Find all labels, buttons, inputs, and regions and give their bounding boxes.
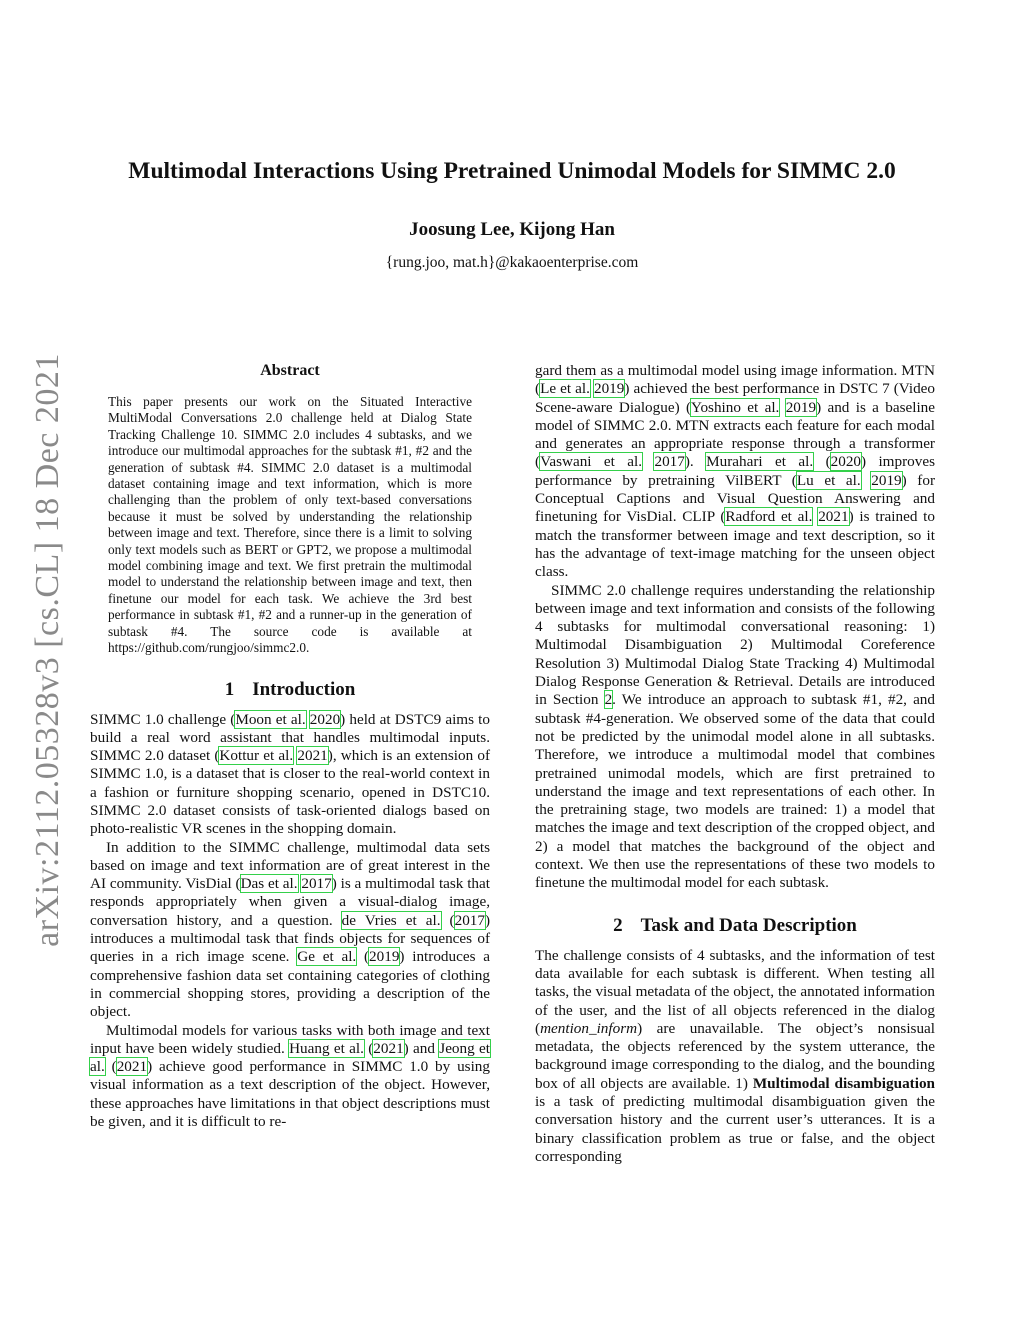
citation-link[interactable]: Vaswani et al. [540, 453, 643, 471]
citation-link[interactable]: 2021 [373, 1039, 404, 1057]
citation-link[interactable]: 2019 [785, 398, 817, 416]
section-reference-link[interactable]: 2 [604, 691, 613, 709]
mention-inform-term: mention_inform [540, 1019, 638, 1037]
section-title: Introduction [252, 678, 356, 700]
section-number: 1 [224, 678, 235, 700]
citation-link[interactable]: 2020 [830, 453, 861, 471]
citation-link[interactable]: Jeong et al. [90, 1039, 490, 1076]
paper-authors: Joosung Lee, Kijong Han [409, 219, 615, 240]
citation-link[interactable]: 2020 [309, 710, 341, 728]
citation-link[interactable]: 2017 [301, 875, 332, 893]
citation-link[interactable]: Lu et al. [796, 471, 861, 489]
bold-term: Multimodal disambiguation [752, 1074, 935, 1092]
right-paragraph-2: SIMMC 2.0 challenge requires understanding the relationship between image and text information and consists of the following 4 subtasks for multimodal conversational reasoning: 1) Multimodal Disambiguation 2) Multimodal Coreference Resolution 3) Multimodal Dialog State Tracking 4) Multimodal Dialog Response Generation & Retrieval. Details are introduced in Section 2. We introduce an approach to subtask #1, #2, and subtask #4-generation. We observed some of the data that could not be predicted by the unimodal model alone in all subtasks. Therefore, we introduce a multimodal model that combines pretrained unimodal models, which are first pretrained to understand the image and text representations of each other. In the pretraining stage, two models are trained: 1) a model that matches the image and text description of the cropped object, and 2) a model that matches the background of the object and context. We then use the representations of these two models to finetune the multimodal model for each subtask. [535, 581, 935, 892]
section-title: Task and Data Description [640, 914, 857, 936]
intro-paragraph-2: In addition to the SIMMC challenge, multimodal data sets based on image and text information are of great interest in the AI community. VisDial (Das et al. 2017) is a multimodal task that responds appropriately when given a visual-dialog image, conversation history, and a question. de Vries et al. (2017) introduces a multimodal task that finds objects for sequences of queries in a rich image scene. Ge et al. (2019) introduces a comprehensive fashion data set containing categories of clothing in commercial shopping stores, providing a description of the object. [90, 838, 491, 1021]
citation-link[interactable]: Moon et al. [235, 710, 306, 728]
section-number: 2 [613, 914, 623, 936]
citation-link[interactable]: Das et al. [240, 875, 298, 893]
citation-link[interactable]: 2021 [818, 508, 849, 526]
right-column [535, 362, 935, 1166]
section-heading-task-description [535, 915, 935, 937]
citation-link[interactable]: Kottur et al. [219, 747, 294, 765]
citation-link[interactable]: Ge et al. [297, 948, 357, 966]
abstract-text: This paper presents our work on the Situated Interactive MultiModal Conversations 2.0 challenge held at Dialog State Tracking Challenge 10. SIMMC 2.0 includes 4 subtasks, and we introduce our multimodal approaches for the subtask #1, #2 and the generation of subtask #4. SIMMC 2.0 dataset is a multimodal dataset containing image and text information, which is more challenging than the problem of only text-based conversations because it must be solved by understanding the relationship between image and text. Therefore, since there is a limit to solving only text models such as BERT or GPT2, we propose a multimodal model combining image and text. We first pretrain the multimodal model to understand the relationship between image and text, then finetune our model for each task. We achieve the 3rd best performance in subtask #1, #2 and a runner-up in the generation of subtask #4. The source code is available at https://github.com/rungjoo/simmc2.0. [108, 394, 472, 656]
citation-link[interactable]: 2017 [654, 453, 685, 471]
citation-link[interactable]: Murahari et al. [706, 453, 814, 471]
citation-link[interactable]: 2019 [593, 380, 625, 398]
intro-paragraph-3: Multimodal models for various tasks with both image and text input have been widely studied. Huang et al. (2021) and Jeong et al. (2021) achieve good performance in SIMMC 1.0 by using visual information as a text description of the object. However, these approaches have limitations in that object descriptions must be given, and it is difficult to re- [90, 1021, 490, 1131]
citation-link[interactable]: Yoshino et al. [691, 398, 780, 416]
intro-paragraph-1: SIMMC 1.0 challenge (Moon et al. 2020) held at DSTC9 aims to build a real word assistant that handles multimodal inputs. SIMMC 2.0 dataset (Kottur et al. 2021), which is an extension of SIMMC 1.0, is a dataset that is closer to the real-world context in a fashion or furniture shopping scenario, opened in DSTC10. SIMMC 2.0 dataset consists of task-oriented dialogs based on photo-realistic VR scenes in the shopping domain. [90, 710, 491, 838]
citation-link[interactable]: 2019 [369, 948, 400, 966]
citation-link[interactable]: Radford et al. [725, 508, 813, 526]
citation-link[interactable]: Le et al. [540, 380, 590, 398]
author-email: {rung.joo, mat.h}@kakaoenterprise.com [385, 254, 639, 271]
right-paragraph-1: gard them as a multimodal model using image information. MTN (Le et al. 2019) achieved the best performance in DSTC 7 (Video Scene-aware Dialogue) (Yoshino et al. 2019) and is a baseline model of SIMMC 2.0. MTN extracts each feature for each modal and generates an appropriate response through a transformer (Vaswani et al. 2017). Murahari et al. (2020) improves performance by pretraining VilBERT (Lu et al. 2019) for Conceptual Captions and Visual Question Answering and finetuning for VisDial. CLIP (Radford et al. 2021) is trained to match the transformer between image and text description, so it has the advantage of text-image matching for the unseen object class. [535, 362, 936, 581]
citation-link[interactable]: 2021 [297, 747, 328, 765]
citation-link[interactable]: de Vries et al. [341, 911, 441, 929]
citation-link[interactable]: 2021 [116, 1058, 148, 1076]
left-column [90, 362, 490, 1131]
right-paragraph-3: The challenge consists of 4 subtasks, and the information of test data available for each subtask is different. When testing all tasks, the visual metadata of the object, the annotated information of the user, and the list of all objects referenced in the dialog (mention_inform) are unavailable. The object’s nonsisual metadata, the objects referenced by the system utterance, the background image corresponding to the dialog, and the bounding box of all objects are available. 1) Multimodal disambiguation is a task of predicting multimodal disambiguation given the conversation history and the current user’s utterances. It is a binary classification problem as true or false, and the object corresponding [535, 946, 935, 1165]
abstract-heading: Abstract [260, 362, 320, 379]
paper-title: Multimodal Interactions Using Pretrained Unimodal Models for SIMMC 2.0 [128, 158, 896, 184]
citation-link[interactable]: 2019 [871, 471, 902, 489]
citation-link[interactable]: 2017 [454, 911, 485, 929]
arxiv-side-label: arXiv:2112.05328v3 [cs.CL] 18 Dec 2021 [29, 353, 66, 947]
citation-link[interactable]: Huang et al. [289, 1039, 364, 1057]
section-heading-introduction [90, 679, 490, 701]
